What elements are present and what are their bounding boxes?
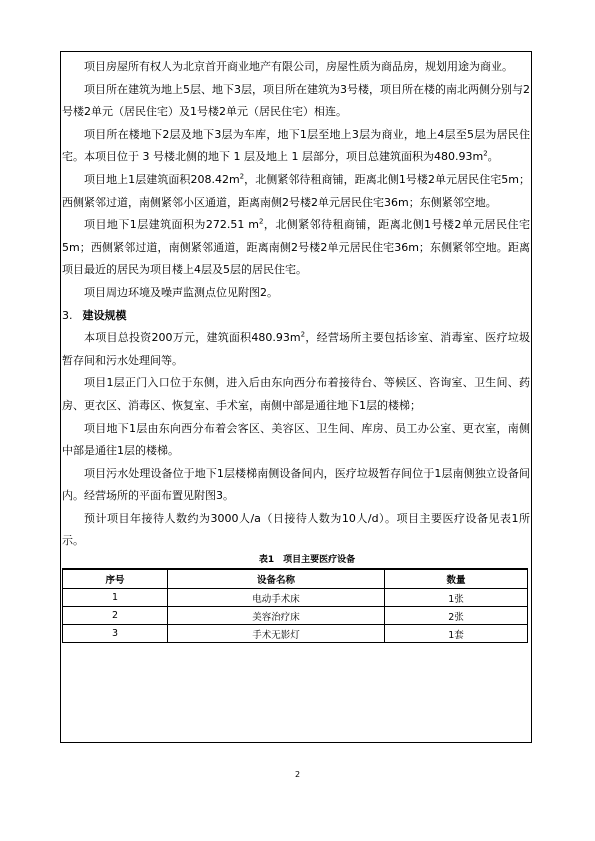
paragraph <box>62 282 530 305</box>
table-cell: 2张 <box>385 607 528 625</box>
superscript: 2 <box>483 149 488 158</box>
paragraph <box>62 124 530 169</box>
column-header: 设备名称 <box>168 569 385 589</box>
page-number: 2 <box>294 770 301 779</box>
paragraph-text: 。 <box>487 150 499 164</box>
table-cell: 电动手术床 <box>168 589 385 607</box>
equipment-table <box>62 568 528 643</box>
table-row <box>63 625 528 643</box>
paragraph-text: 项目房屋所有权人为北京首开商业地产有限公司，房屋性质为商品房，规划用途为商业。 <box>84 60 513 73</box>
table-cell: 手术无影灯 <box>168 625 385 643</box>
paragraph <box>62 56 530 79</box>
paragraph <box>62 79 530 124</box>
paragraph-group <box>62 56 530 305</box>
table-cell: 1张 <box>385 589 528 607</box>
paragraph <box>62 214 530 282</box>
paragraph-text: 项目所在建筑为地上5层、地下3层，项目所在建筑为3号楼，项目所在楼的南北两侧分别与2号楼2单元（居民住宅）及1号楼2单元（居民住宅）相连。 <box>62 82 530 119</box>
paragraph-text: 项目1层正门入口位于东侧，进入后由东向西分布着接待台、等候区、咨询室、卫生间、药房、更衣区、消毒区、恢复室、手术室，南侧中部是通往地下1层的楼梯； <box>62 376 530 412</box>
paragraph <box>62 169 530 214</box>
paragraph-text: 项目所在楼地下2层及地下3层为车库，地下1层至地上3层为商业，地上4层至5层为居民住宅。本项目位于 3 号楼北侧的地下 1 层及地上 1 层部分，项目总建筑面积为480.93m <box>62 127 530 164</box>
paragraph-text: ，经营场所主要包括诊室、消毒室、医疗垃圾暂存间和污水处理间等。 <box>62 331 531 367</box>
section-number: 3. <box>62 308 73 322</box>
column-header: 数量 <box>385 569 528 589</box>
paragraph-text: 项目地下1层由东向西分布着会客区、美容区、卫生间、库房、员工办公室、更衣室，南侧中部是通往1层的楼梯。 <box>62 421 530 458</box>
paragraph-text: 项目地上1层建筑面积208.42m <box>84 172 240 186</box>
document-body <box>62 56 530 643</box>
superscript: 2 <box>300 330 306 339</box>
paragraph <box>62 463 530 508</box>
paragraph-text: 本项目总投资200万元，建筑面积480.93m <box>84 331 301 345</box>
paragraph <box>62 372 530 417</box>
table-header-row <box>63 569 528 589</box>
paragraph <box>62 418 530 463</box>
section-title: 建设规模 <box>82 308 127 322</box>
table-cell: 1套 <box>385 625 528 643</box>
paragraph-text: 预计项目年接待人数约为3000人/a（日接待人数为10人/d）。项目主要医疗设备见表1所示。 <box>62 511 530 548</box>
table-caption: 表1 项目主要医疗设备 <box>258 555 356 566</box>
paragraph-text: ，北侧紧邻待租商铺，距离北侧1号楼2单元居民住宅5m；西侧紧邻过道，南侧紧邻通道，距离南侧2号楼2单元居民住宅36m；东侧紧邻空地。距离项目最近的居民为项目楼上4层及5层的居民住宅。 <box>62 218 531 277</box>
paragraph-group <box>62 327 530 553</box>
paragraph-text: ，北侧紧邻待租商铺，距离北侧1号楼2单元居民住宅5m；西侧紧邻过道，南侧紧邻小区通道，距离南侧2号楼2单元居民住宅36m；东侧紧邻空地。 <box>62 172 530 209</box>
superscript: 2 <box>258 217 264 226</box>
column-header: 序号 <box>63 569 168 589</box>
table-cell: 3 <box>63 625 168 643</box>
table-row <box>63 607 528 625</box>
paragraph <box>62 508 530 553</box>
paragraph-text: 项目污水处理设备位于地下1层楼梯南侧设备间内，医疗垃圾暂存间位于1层南侧独立设备间内。经营场所的平面布置见附图3。 <box>62 466 530 503</box>
superscript: 2 <box>239 172 245 181</box>
table-cell: 2 <box>63 607 168 625</box>
paragraph <box>62 327 530 372</box>
section-heading <box>62 305 530 328</box>
table-row <box>63 589 528 607</box>
paragraph-text: 项目周边环境及噪声监测点位见附图2。 <box>84 285 278 299</box>
table-cell: 美容治疗床 <box>168 607 385 625</box>
paragraph-text: 项目地下1层建筑面积为272.51 m <box>84 218 259 232</box>
table-cell: 1 <box>63 589 168 607</box>
